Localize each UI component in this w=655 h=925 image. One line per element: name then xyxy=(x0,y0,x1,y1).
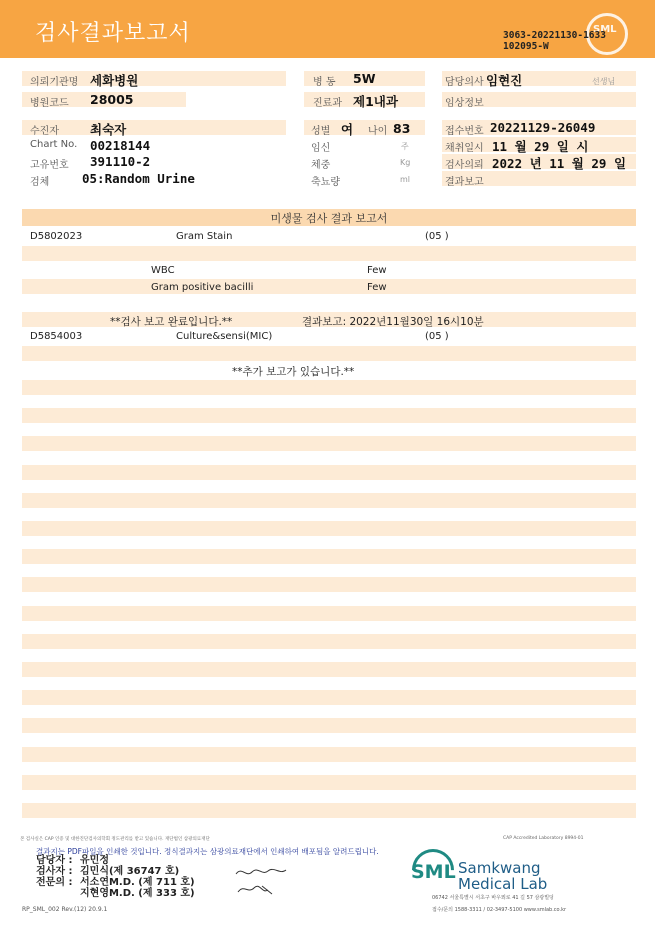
test1-name: Gram Stain xyxy=(176,231,233,242)
specialist-label: 전문의 : xyxy=(36,877,73,888)
ward-value: 5W xyxy=(353,71,376,86)
pdf-notice: 결과지는 PDF파일을 인쇄한 것입니다. 정식결과지는 삼광의료재단에서 인쇄하여 배포됨을 알려드립니다. xyxy=(36,847,379,856)
patient-value: 최숙자 xyxy=(90,122,127,137)
certification-note: 본 검사실은 CAP 인증 및 대한진단검사의학회 정도관리를 받고 있습니다. 재단법인 삼광의료재단 xyxy=(20,837,210,842)
test2-code: D5854003 xyxy=(30,331,83,342)
stripe-row xyxy=(22,521,636,536)
request-label: 검사의뢰 xyxy=(445,160,484,171)
document-id-line2: 102095-W xyxy=(503,41,549,52)
reporter-label: 담당자 : xyxy=(36,855,73,866)
company-name xyxy=(458,860,547,892)
stripe-row xyxy=(22,346,636,361)
specimen-value: 05:Random Urine xyxy=(82,171,195,186)
section-title: 미생물 검사 결과 보고서 xyxy=(270,212,388,225)
result-row2-item: Gram positive bacilli xyxy=(151,282,254,293)
examiner-value: 김민식(제 36747 호) xyxy=(80,866,180,877)
stripe-row xyxy=(22,577,636,592)
request-value: 2022 년 11 월 29 일 xyxy=(492,156,627,171)
reporter-value: 유민정 xyxy=(80,855,109,866)
stripe-row xyxy=(22,465,636,480)
result-row1-item: WBC xyxy=(151,265,175,276)
collect-label: 채취일시 xyxy=(445,143,484,154)
document-id-line1: 3063-20221130-1633 xyxy=(503,30,606,41)
specimen-label: 검체 xyxy=(30,177,50,188)
sml-watermark-text: SML xyxy=(593,24,617,35)
stripe-row xyxy=(22,549,636,564)
examiner-label: 검사자 : xyxy=(36,866,73,877)
result-row2-value: Few xyxy=(367,282,387,293)
patient-label: 수진자 xyxy=(30,126,59,137)
sex-label: 성별 xyxy=(311,126,331,137)
stripe-row xyxy=(22,279,636,294)
stripe-row xyxy=(22,408,636,423)
ward-label: 병 동 xyxy=(313,77,336,88)
result-row1-value: Few xyxy=(367,265,387,276)
form-number: RP_SML_002 Rev.(12) 20.9.1 xyxy=(22,906,108,913)
clinical-label: 임상정보 xyxy=(445,98,484,109)
complete-message: **검사 보고 완료입니다.** xyxy=(110,316,233,328)
test2-name: Culture&sensi(MIC) xyxy=(176,331,273,342)
company-address: 06742 서울특별시 서초구 바우뫼로 41 길 57 삼광빌딩 xyxy=(432,895,554,901)
receipt-value: 20221129-26049 xyxy=(490,120,596,135)
receipt-label: 접수번호 xyxy=(445,126,484,137)
report-label: 결과보고 xyxy=(445,177,484,188)
stripe-row xyxy=(22,606,636,621)
urine-label: 축뇨량 xyxy=(311,177,340,188)
stripe-row xyxy=(22,662,636,677)
pregnancy-label: 임신 xyxy=(311,143,331,154)
id-label: 고유번호 xyxy=(30,160,69,171)
test1-specimen: (05 ) xyxy=(425,231,449,242)
stripe-row xyxy=(22,634,636,649)
stripe-row xyxy=(22,690,636,705)
age-label: 나이 xyxy=(368,126,388,137)
test2-specimen: (05 ) xyxy=(425,331,449,342)
dept-value: 제1내과 xyxy=(353,94,398,109)
stripe-row xyxy=(22,775,636,790)
weight-unit: Kg xyxy=(400,158,411,167)
weight-label: 체중 xyxy=(311,160,331,171)
complete-time: 결과보고: 2022년11월30일 16시10분 xyxy=(302,316,484,328)
age-value: 83 xyxy=(393,121,411,136)
stripe-row xyxy=(22,493,636,508)
doctor-label: 담당의사 xyxy=(445,77,484,88)
stripe-row xyxy=(22,747,636,762)
hospital-value: 세화병원 xyxy=(90,73,139,88)
cap-number: CAP Accredited Laboratory 8994-01 xyxy=(503,836,584,841)
stripe-row xyxy=(22,380,636,395)
stripe-row xyxy=(22,246,636,261)
id-value: 391110-2 xyxy=(90,154,151,169)
sex-value: 여 xyxy=(341,122,354,137)
signature-image xyxy=(232,864,292,900)
document-id xyxy=(503,30,606,52)
urine-unit: ml xyxy=(400,175,411,184)
test1-code: D5802023 xyxy=(30,231,83,242)
dept-label: 진료과 xyxy=(313,98,342,109)
company-phone: 접수/문의 1588-3311 / 02-3497-5100 www.smlab.co.kr xyxy=(432,907,567,913)
chart-value: 00218144 xyxy=(90,138,151,153)
doctor-value: 임현진 xyxy=(486,73,523,88)
stripe-row xyxy=(22,718,636,733)
code-label: 병원코드 xyxy=(30,98,69,109)
collect-value: 11 월 29 일 시 xyxy=(492,139,589,154)
stripe-row xyxy=(22,803,636,818)
patient-box xyxy=(22,120,286,135)
sml-logo: SML xyxy=(411,861,456,883)
company-name-line1: Samkwang xyxy=(458,859,541,877)
code-value: 28005 xyxy=(90,92,134,107)
additional-message: **추가 보고가 있습니다.** xyxy=(232,366,355,378)
stripe-row xyxy=(22,436,636,451)
chart-label: Chart No. xyxy=(30,139,78,150)
page-title: 검사결과보고서 xyxy=(35,21,191,46)
hospital-label: 의뢰기관명 xyxy=(30,77,79,88)
pregnancy-unit: 주 xyxy=(401,142,409,151)
specialist1-value: 서소연M.D. (제 711 호) xyxy=(80,877,195,888)
company-name-line2: Medical Lab xyxy=(458,875,548,893)
specialist2-value: 지현영M.D. (제 333 호) xyxy=(80,888,195,899)
doctor-suffix: 선생님 xyxy=(592,77,616,86)
